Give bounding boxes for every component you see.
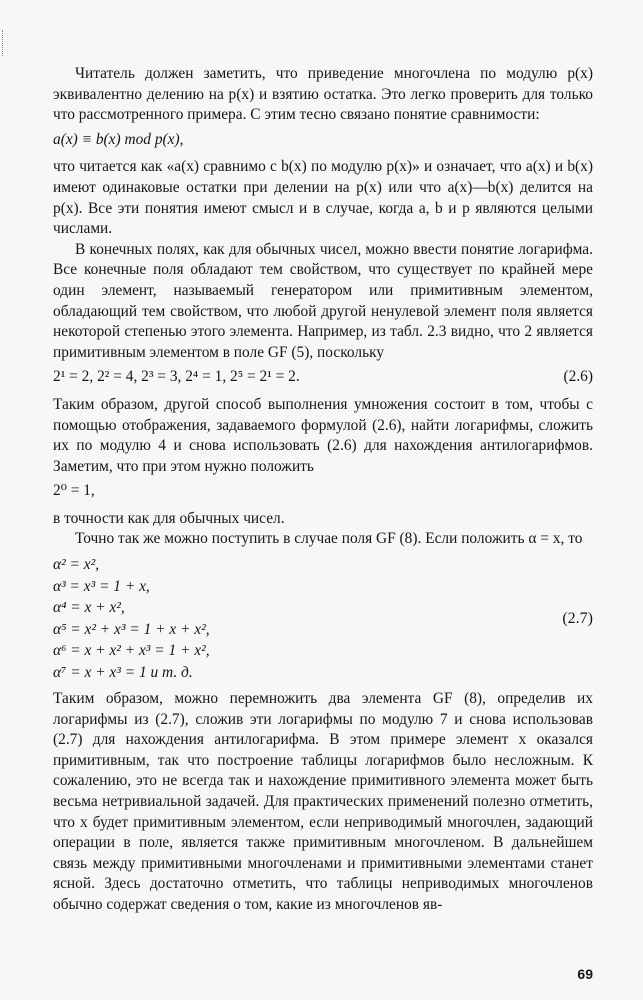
equation-number-2-7: (2.7): [562, 609, 593, 627]
paragraph-6: Точно так же можно поступить в случае поля GF (8). Если положить α = x, то: [75, 530, 583, 548]
formula-2-7-row: α³ = x³ = 1 + x,: [53, 577, 150, 595]
paragraph-7: Таким образом, можно перемножить два элемента GF (8), определив их логарифмы из (2.7), сложив эти логарифмы по модулю 7 и снова использовав (2.7) для нахождения антилогарифма. В этом примере элемент x оказался примитивным, так что построение таблицы логарифмов было несложным. К сожалению, это не всегда так и нахождение примитивного элемента может быть весьма нетривиальной задачей. Для практических применений полезно отметить, что x будет примитивным элементом, если неприводимый многочлен, задающий операции в поле, является также примитивным многочленом. В дальнейшем связь между примитивными многочленами и примитивными элементами станет ясной. Здесь достаточно отметить, что таблицы неприводимых многочленов обычно содержат сведения о том, какие из многочленов яв-: [53, 690, 593, 913]
formula-congruence: a(x) ≡ b(x) mod p(x),: [53, 130, 184, 148]
paragraph-1: Читатель должен заметить, что приведение многочлена по модулю p(x) эквивалентно делению на p(x) и взятию остатка. Это легко проверить для только что рассмотренного примера. С этим тесно связано понятие сравнимости:: [53, 65, 593, 124]
paragraph-3: В конечных полях, как для обычных чисел, можно ввести понятие логарифма. Все конечные поля обладают тем свойством, что существует по крайней мере один элемент, называемый генератором или примитивным элементом, обладающий тем свойством, что любой другой ненулевой элемент поля является некоторой степенью этого элемента. Например, из табл. 2.3 видно, что 2 является примитивным элементом в поле GF (5), поскольку: [53, 240, 593, 361]
page-body: [53, 64, 593, 916]
page-number: 69: [577, 966, 593, 982]
paragraph-5: в точности как для обычных чисел.: [53, 509, 285, 527]
formula-2-7-row: α⁵ = x² + x³ = 1 + x + x²,: [53, 620, 210, 638]
paragraph-4: Таким образом, другой способ выполнения умножения состоит в том, чтобы с помощью отображения, задаваемого формулой (2.6), найти логарифмы, сложить их по модулю 4 и снова использовать (2.6) для нахождения антилогарифмов. Заметим, что при этом нужно положить: [53, 395, 593, 475]
formula-2-7-row: α⁴ = x + x²,: [53, 599, 125, 617]
margin-mark: [2, 30, 5, 56]
formula-2-7-row: α⁷ = x + x³ = 1 и т. д.: [53, 663, 193, 681]
formula-zero-power: 2⁰ = 1,: [53, 482, 95, 500]
formula-2-7-row: α² = x²,: [53, 556, 100, 574]
formula-2-7-row: α⁶ = x + x² + x³ = 1 + x²,: [53, 642, 210, 660]
equation-number-2-6: (2.6): [563, 368, 593, 386]
formula-2-6: [53, 367, 593, 388]
formula-2-7: [53, 554, 593, 683]
formula-2-6-body: 2¹ = 2, 2² = 4, 2³ = 3, 2⁴ = 1, 2⁵ = 2¹ = 2.: [53, 368, 300, 386]
paragraph-2: что читается как «a(x) сравнимо с b(x) по модулю p(x)» и означает, что a(x) и b(x) имеют одинаковые остатки при делении на p(x) или что a(x)—b(x) делится на p(x). Все эти понятия имеют смысл и в случае, когда a, b и p являются целыми числами.: [53, 158, 593, 238]
